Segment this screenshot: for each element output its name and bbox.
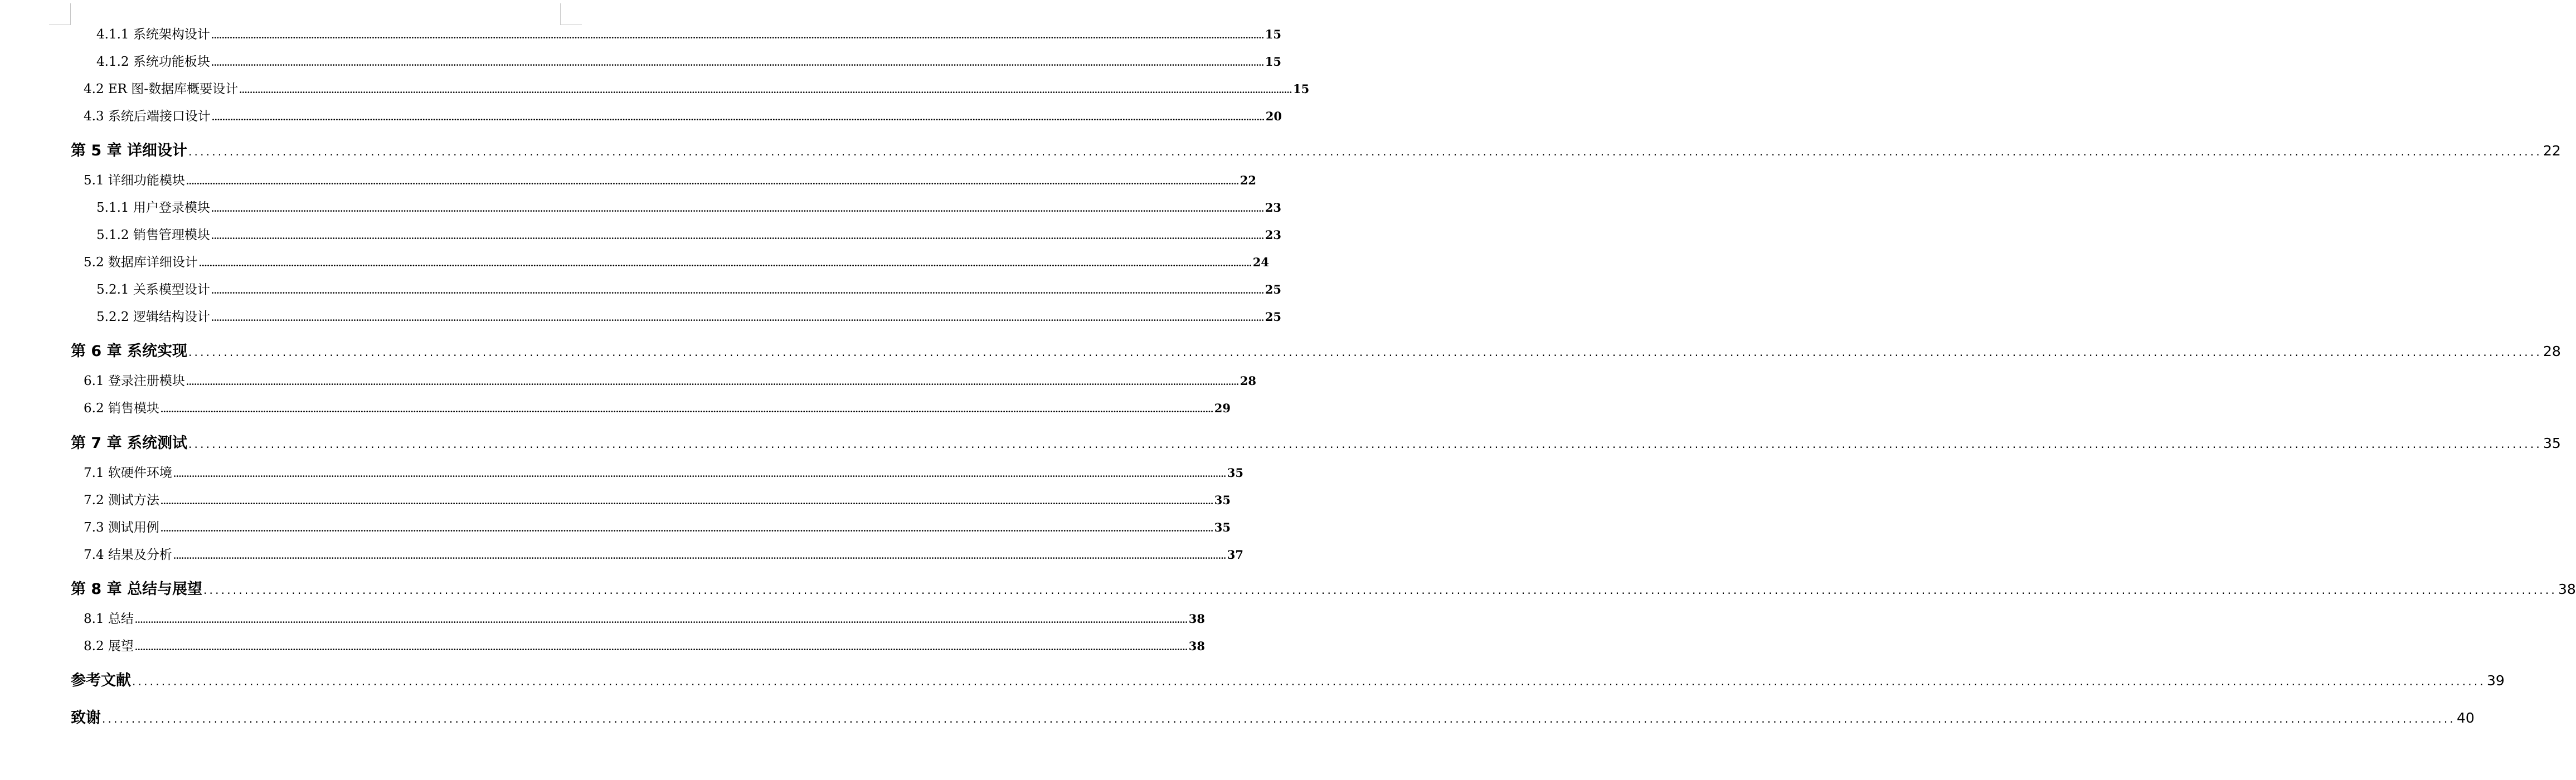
toc-entry[interactable] — [96, 280, 1281, 299]
toc-entry-title: 致谢 — [71, 709, 101, 727]
toc-entry-title: 7.1 软硬件环境 — [84, 466, 172, 480]
toc-entry-page-number: 15 — [1265, 27, 1281, 41]
toc-chapter-entry[interactable] — [71, 707, 2475, 729]
toc-dot-leader: ................................................................................................................................................................................................................................................................................................................................................................................................................ — [160, 496, 1213, 506]
toc-dot-leader: ................................................................................................................................................................................................................................................................................................................................................................................................................ — [211, 286, 1264, 296]
toc-entry-title: 8.2 展望 — [84, 639, 134, 654]
toc-entry-page-number: 23 — [1265, 201, 1281, 214]
toc-dot-leader: ................................................................................................................................................................................................................................................................................................................................................................................................................ — [188, 437, 2542, 451]
toc-entry-page-number: 37 — [1227, 548, 1243, 562]
toc-entry-title: 第 6 章 系统实现 — [71, 343, 187, 360]
toc-entry[interactable] — [96, 308, 1281, 326]
toc-dot-leader: ................................................................................................................................................................................................................................................................................................................................................................................................................ — [211, 58, 1264, 68]
toc-entry-page-number: 29 — [1214, 401, 1231, 415]
page-corner-mark-top-right — [560, 3, 582, 25]
toc-entry-page-number: 24 — [1252, 255, 1269, 269]
toc-entry-title: 4.1.1 系统架构设计 — [96, 27, 210, 42]
toc-dot-leader: ................................................................................................................................................................................................................................................................................................................................................................................................................ — [102, 712, 2456, 725]
toc-entry-page-number: 39 — [2486, 672, 2505, 689]
toc-chapter-entry[interactable] — [71, 670, 2505, 692]
toc-dot-leader: ................................................................................................................................................................................................................................................................................................................................................................................................................ — [134, 615, 1188, 625]
toc-dot-leader: ................................................................................................................................................................................................................................................................................................................................................................................................................ — [211, 231, 1264, 241]
toc-entry[interactable] — [84, 107, 1282, 126]
toc-chapter-entry[interactable] — [71, 340, 2561, 363]
toc-entry-page-number: 35 — [2543, 435, 2561, 451]
toc-dot-leader: ................................................................................................................................................................................................................................................................................................................................................................................................................ — [188, 145, 2542, 158]
toc-entry-title: 4.2 ER 图-数据库概要设计 — [84, 82, 239, 96]
toc-entry-page-number: 28 — [1240, 374, 1256, 388]
toc-entry[interactable] — [84, 491, 1231, 510]
toc-entry[interactable] — [96, 52, 1281, 71]
toc-entry-page-number: 23 — [1265, 228, 1281, 242]
toc-entry-title: 第 7 章 系统测试 — [71, 435, 187, 452]
toc-entry[interactable] — [96, 198, 1281, 217]
toc-entry-title: 5.1 详细功能模块 — [84, 173, 185, 188]
toc-dot-leader: ................................................................................................................................................................................................................................................................................................................................................................................................................ — [211, 113, 1265, 123]
toc-dot-leader: ................................................................................................................................................................................................................................................................................................................................................................................................................ — [173, 469, 1226, 479]
toc-dot-leader: ................................................................................................................................................................................................................................................................................................................................................................................................................ — [132, 675, 2486, 688]
toc-dot-leader: ................................................................................................................................................................................................................................................................................................................................................................................................................ — [239, 85, 1292, 95]
toc-entry[interactable] — [84, 518, 1231, 537]
toc-entry[interactable] — [84, 372, 1256, 391]
toc-entry[interactable] — [84, 464, 1243, 482]
toc-dot-leader: ................................................................................................................................................................................................................................................................................................................................................................................................................ — [203, 583, 2557, 597]
toc-entry-title: 6.2 销售模块 — [84, 401, 159, 416]
toc-entry-page-number: 22 — [1240, 173, 1256, 187]
toc-entry-title: 4.3 系统后端接口设计 — [84, 109, 211, 124]
toc-entry-title: 5.1.1 用户登录模块 — [96, 201, 210, 215]
toc-entry[interactable] — [96, 25, 1281, 44]
toc-dot-leader: ................................................................................................................................................................................................................................................................................................................................................................................................................ — [211, 31, 1264, 41]
toc-entry-title: 4.1.2 系统功能板块 — [96, 55, 210, 69]
toc-dot-leader: ................................................................................................................................................................................................................................................................................................................................................................................................................ — [211, 313, 1264, 323]
toc-dot-leader: ................................................................................................................................................................................................................................................................................................................................................................................................................ — [186, 377, 1239, 387]
toc-entry-title: 第 5 章 详细设计 — [71, 142, 187, 159]
toc-entry-title: 6.1 登录注册模块 — [84, 374, 185, 388]
toc-entry-page-number: 25 — [1265, 310, 1281, 324]
toc-dot-leader: ................................................................................................................................................................................................................................................................................................................................................................................................................ — [188, 345, 2542, 359]
toc-entry-title: 5.2 数据库详细设计 — [84, 255, 198, 270]
toc-entry[interactable] — [84, 253, 1269, 272]
toc-dot-leader: ................................................................................................................................................................................................................................................................................................................................................................................................................ — [160, 404, 1213, 415]
toc-entry[interactable] — [84, 171, 1256, 190]
toc-entry[interactable] — [84, 610, 1205, 628]
toc-entry-title: 5.2.2 逻辑结构设计 — [96, 310, 210, 324]
toc-entry-page-number: 25 — [1265, 282, 1281, 296]
toc-entry-title: 7.2 测试方法 — [84, 493, 159, 508]
page-corner-mark-top-left — [49, 3, 71, 25]
toc-entry-page-number: 15 — [1265, 55, 1281, 69]
toc-dot-leader: ................................................................................................................................................................................................................................................................................................................................................................................................................ — [186, 177, 1239, 187]
toc-entry-page-number: 38 — [1188, 639, 1205, 653]
toc-entry-page-number: 20 — [1265, 109, 1282, 123]
toc-entry[interactable] — [84, 637, 1205, 656]
toc-entry-page-number: 40 — [2456, 710, 2475, 726]
toc-entry-title: 5.1.2 销售管理模块 — [96, 228, 210, 242]
toc-entry[interactable] — [96, 226, 1281, 245]
toc-entry[interactable] — [84, 545, 1243, 564]
toc-entry-title: 5.2.1 关系模型设计 — [96, 282, 210, 297]
toc-entry-page-number: 15 — [1292, 82, 1310, 96]
toc-entry[interactable] — [84, 80, 1310, 99]
toc-entry-title: 7.3 测试用例 — [84, 520, 159, 535]
toc-chapter-entry[interactable] — [71, 432, 2561, 455]
toc-entry-page-number: 28 — [2543, 343, 2561, 359]
toc-dot-leader: ................................................................................................................................................................................................................................................................................................................................................................................................................ — [160, 524, 1213, 534]
toc-dot-leader: ................................................................................................................................................................................................................................................................................................................................................................................................................ — [198, 259, 1252, 269]
toc-dot-leader: ................................................................................................................................................................................................................................................................................................................................................................................................................ — [173, 551, 1226, 561]
toc-entry-page-number: 38 — [1188, 612, 1205, 626]
toc-entry-page-number: 22 — [2543, 143, 2561, 159]
toc-entry-page-number: 35 — [1227, 466, 1243, 480]
toc-entry-page-number: 35 — [1214, 493, 1231, 507]
toc-chapter-entry[interactable] — [71, 140, 2561, 162]
toc-chapter-entry[interactable] — [71, 578, 2576, 601]
toc-entry[interactable] — [84, 399, 1231, 418]
toc-entry-title: 参考文献 — [71, 672, 131, 689]
toc-entry-page-number: 35 — [1214, 520, 1231, 534]
toc-entry-title: 8.1 总结 — [84, 612, 134, 626]
toc-entry-page-number: 38 — [2558, 581, 2576, 597]
toc-dot-leader: ................................................................................................................................................................................................................................................................................................................................................................................................................ — [211, 204, 1264, 214]
toc-entry-title: 7.4 结果及分析 — [84, 548, 172, 562]
toc-entry-title: 第 8 章 总结与展望 — [71, 581, 202, 598]
toc-dot-leader: ................................................................................................................................................................................................................................................................................................................................................................................................................ — [134, 642, 1188, 652]
